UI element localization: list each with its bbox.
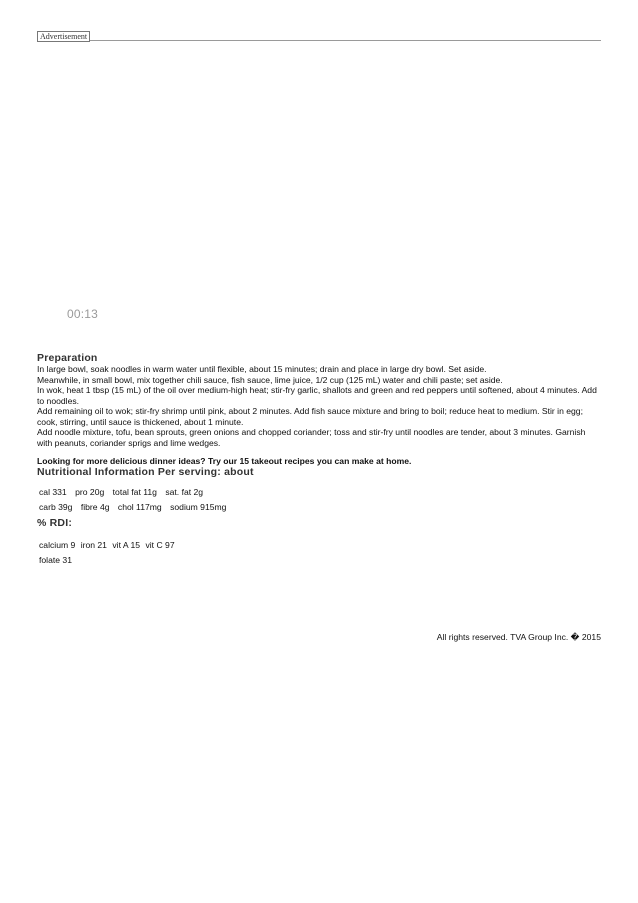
- advertisement-label: Advertisement: [37, 31, 90, 42]
- recipe-content: [37, 352, 603, 569]
- preparation-steps: [37, 364, 603, 448]
- nutrition-heading: Nutritional Information Per serving: about: [37, 466, 254, 478]
- nutrition-value: chol 117mg: [117, 502, 162, 512]
- nutrition-row: [39, 502, 603, 513]
- copyright-notice: All rights reserved. TVA Group Inc. � 2015: [436, 632, 601, 642]
- rdi-value: folate 31: [39, 554, 72, 565]
- preparation-step: Add remaining oil to wok; stir-fry shrimp until pink, about 2 minutes. Add fish sauce mixture and bring to boil; reduce heat to medium. Stir in egg; cook, stirring, until sauce is thickened, about 1 minute.: [37, 406, 583, 427]
- preparation-step: In large bowl, soak noodles in warm water until flexible, about 15 minutes; drain and place in large dry bowl. Set aside.: [37, 364, 487, 374]
- rdi-facts: [37, 540, 603, 565]
- rdi-heading: % RDI:: [37, 517, 73, 529]
- advertisement-bar: [37, 31, 601, 41]
- nutrition-value: total fat 11g: [112, 487, 157, 497]
- rdi-value: vit A 15: [112, 540, 141, 550]
- nutrition-row: [39, 487, 603, 498]
- rdi-value: iron 21: [80, 540, 107, 550]
- rdi-row: [39, 555, 603, 566]
- preparation-heading: Preparation: [37, 352, 98, 364]
- preparation-step: Meanwhile, in small bowl, mix together chili sauce, fish sauce, lime juice, 1/2 cup (125 mL) water and chili paste; set aside.: [37, 374, 503, 385]
- nutrition-facts: [37, 487, 603, 513]
- video-timestamp: 00:13: [67, 307, 99, 321]
- preparation-step: Add noodle mixture, tofu, bean sprouts, green onions and chopped coriander; toss and stir-fry until noodles are tender, about 3 minutes. Garnish with peanuts, coriander sprigs and lime wedges.: [37, 427, 586, 448]
- nutrition-value: sodium 915mg: [170, 502, 227, 512]
- preparation-step: In wok, heat 1 tbsp (15 mL) of the oil over medium-high heat; stir-fry garlic, shallots and green and red peppers until softened, about 4 minutes. Add to noodles.: [37, 385, 597, 406]
- more-dinner-ideas-link[interactable]: Looking for more delicious dinner ideas? Try our 15 takeout recipes you can make at home.: [37, 456, 412, 466]
- rdi-row: [39, 540, 603, 551]
- nutrition-value: cal 331: [39, 487, 67, 497]
- rdi-value: calcium 9: [39, 540, 76, 550]
- nutrition-value: fibre 4g: [80, 502, 110, 512]
- video-player[interactable]: [37, 42, 601, 332]
- nutrition-value: sat. fat 2g: [165, 487, 204, 497]
- nutrition-value: pro 20g: [75, 487, 105, 497]
- rdi-value: vit C 97: [145, 540, 175, 550]
- nutrition-value: carb 39g: [39, 502, 73, 512]
